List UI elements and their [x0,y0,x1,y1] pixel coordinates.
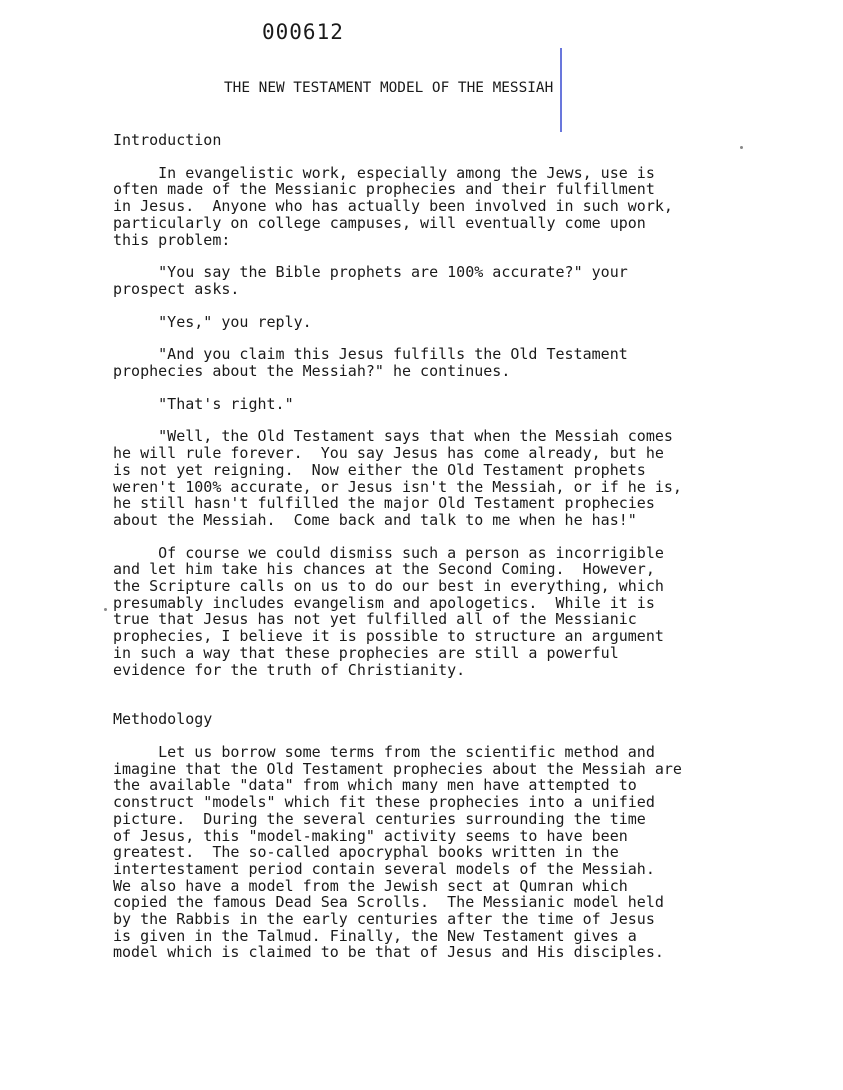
paragraph: Let us borrow some terms from the scientific method and imagine that the Old Testament prophecies about the Messiah are the available "data" from which many men have attempted to construct "models" which fit these prophecies into a unified picture. During the several centuries surrounding the time of Jesus, this "model-making" activity seems to have been greatest. The so-called apocryphal books written in the intertestament period contain several models of the Messiah. We also have a model from the Jewish sect at Qumran which copied the famous Dead Sea Scrolls. The Messianic model held by the Rabbis in the early centuries after the time of Jesus is given in the Talmud. Finally, the New Testament gives a model which is claimed to be that of Jesus and His disciples. [113,742,682,962]
paragraph: "And you claim this Jesus fulfills the Old Testament prophecies about the Messiah?" he continues. [113,345,628,381]
pen-mark [560,48,562,132]
section-heading-methodology: Methodology [113,710,213,729]
section-heading-introduction: Introduction [113,131,222,149]
paragraph: Of course we could dismiss such a person as incorrigible and let him take his chances at the Second Coming. However, the Scripture calls on us to do our best in everything, which presumably includes evangelism and apologetics. While it is true that Jesus has not yet fulfilled all of the Messianic prophecies, I believe it is possible to structure an argument in such a way that these prophecies are still a powerful evidence for the truth of Christianity. [113,543,664,679]
paragraph: "Yes," you reply. [113,312,312,331]
document-title: THE NEW TESTAMENT MODEL OF THE MESSIAH [224,80,554,96]
paragraph: In evangelistic work, especially among the Jews, use is often made of the Messianic prophecies and their fulfillment in Jesus. Anyone who has actually been involved in such work, particularly on college campuses, will eventually come upon this problem: [113,163,673,249]
paragraph: "That's right." [113,394,294,413]
document-body [113,132,773,961]
paragraph: "You say the Bible prophets are 100% accurate?" your prospect asks. [113,263,628,298]
paragraph: "Well, the Old Testament says that when the Messiah comes he will rule forever. You say Jesus has come already, but he is not yet reigning. Now either the Old Testament prophets weren't 100% accurate, or Jesus isn't the Messiah, or if he is, he still hasn't fulfilled the major Old Testament prophecies about the Messiah. Come back and talk to me when he has!" [113,427,682,529]
page-number: 000612 [262,20,344,44]
stray-mark [740,146,743,149]
stray-mark [104,608,107,611]
